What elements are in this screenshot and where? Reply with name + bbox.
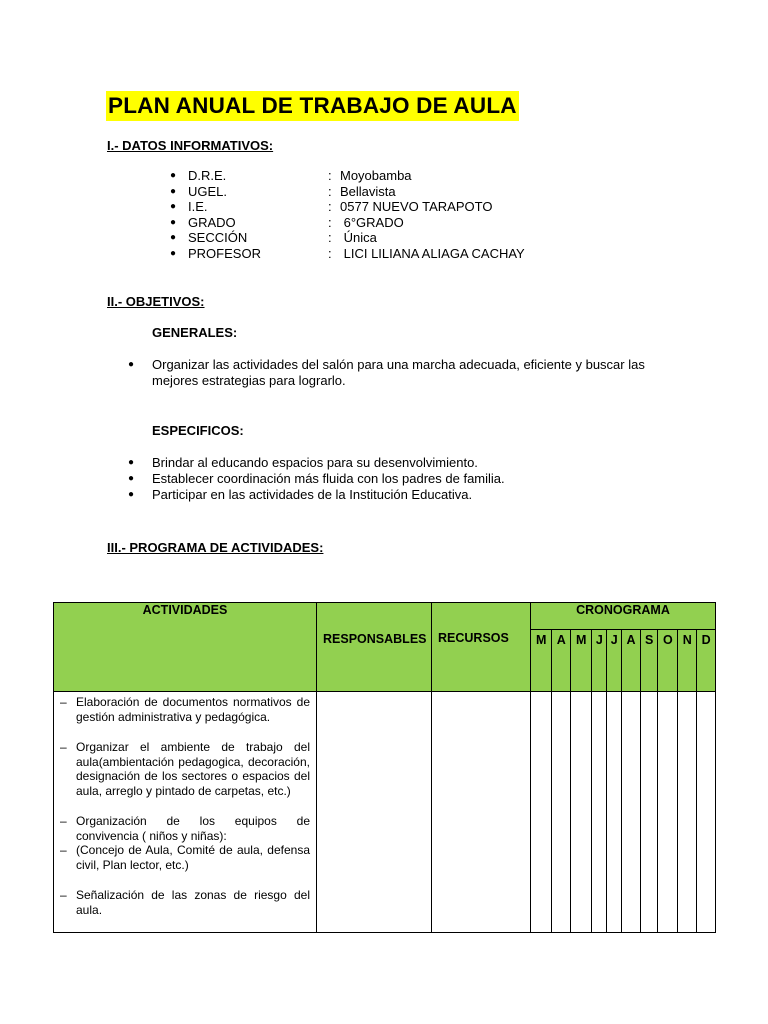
info-label: UGEL. (188, 183, 228, 199)
responsables-cell (317, 692, 432, 933)
activities-table (53, 602, 716, 933)
month-header: J (607, 630, 622, 692)
col-header-responsables (317, 603, 432, 692)
month-header: D (697, 630, 716, 692)
month-header: A (622, 630, 641, 692)
month-header: M (571, 630, 592, 692)
month-cell (592, 692, 607, 933)
list-item (128, 487, 668, 503)
month-header: J (592, 630, 607, 692)
activities-cell (54, 692, 317, 933)
info-value: Bellavista (340, 183, 396, 199)
bullet-icon: ● (128, 457, 135, 468)
list-item-text: Participar en las actividades de la Institución Educativa. (152, 487, 473, 502)
dash-icon: – (60, 695, 67, 709)
subheading-especificos: ESPECIFICOS: (152, 423, 244, 438)
dash-icon: – (60, 740, 67, 754)
month-header: S (640, 630, 657, 692)
list-item-text: Brindar al educando espacios para su desenvolvimiento. (152, 455, 478, 470)
info-label: PROFESOR (188, 245, 261, 261)
especificos-list (128, 455, 668, 503)
info-value: 0577 NUEVO TARAPOTO (340, 199, 493, 214)
info-colon: : (328, 214, 332, 230)
bullet-icon: ● (128, 473, 135, 484)
col-header-recursos (432, 603, 531, 692)
month-header: O (658, 630, 678, 692)
activity-item (60, 740, 310, 798)
list-item-text: Establecer coordinación más fluida con los padres de familia. (152, 471, 505, 486)
subheading-generales: GENERALES: (152, 325, 238, 340)
recursos-cell (432, 692, 531, 933)
info-value: LICI LILIANA ALIAGA CACHAY (340, 245, 525, 261)
info-colon: : (328, 183, 332, 199)
month-cell (531, 692, 552, 933)
month-cell (552, 692, 571, 933)
info-colon: : (328, 230, 332, 245)
table-header-row (54, 603, 716, 630)
month-header: N (678, 630, 697, 692)
month-cell (697, 692, 716, 933)
activity-item (60, 843, 310, 872)
info-label: D.R.E. (188, 168, 227, 183)
activity-text: Organizar el ambiente de trabajo del aula(ambientación pedagogica, decoración, designación de los sectores o espacios del aula, arreglo y pintado de carpetas, etc.) (76, 740, 310, 798)
info-colon: : (328, 245, 332, 261)
activity-item (60, 695, 310, 724)
bullet-icon: ● (128, 359, 135, 370)
col-header-recursos-label: RECURSOS (438, 631, 509, 645)
info-value: Única (340, 230, 377, 245)
list-item (128, 471, 668, 487)
info-value: Moyobamba (340, 168, 412, 183)
info-value: 6°GRADO (340, 214, 404, 230)
month-cell (640, 692, 657, 933)
col-header-responsables-label: RESPONSABLES (323, 632, 427, 646)
month-cell (678, 692, 697, 933)
bullet-icon: ● (170, 170, 177, 181)
info-label: SECCIÓN (188, 230, 248, 245)
col-header-cronograma: CRONOGRAMA (531, 603, 716, 630)
info-label: GRADO (188, 214, 236, 230)
activity-text: Elaboración de documentos normativos de gestión administrativa y pedagógica. (76, 695, 310, 724)
activity-item (60, 814, 310, 843)
info-label: I.E. (188, 199, 208, 214)
bullet-icon: ● (128, 489, 135, 500)
month-header: M (531, 630, 552, 692)
month-cell (607, 692, 622, 933)
dash-icon: – (60, 814, 67, 828)
page-title: PLAN ANUAL DE TRABAJO DE AULA (106, 91, 519, 121)
list-item (128, 357, 668, 389)
month-header: A (552, 630, 571, 692)
col-header-actividades: ACTIVIDADES (54, 603, 317, 692)
section-heading-programa: III.- PROGRAMA DE ACTIVIDADES: (107, 540, 324, 555)
dash-icon: – (60, 843, 67, 857)
section-heading-datos: I.- DATOS INFORMATIVOS: (107, 138, 274, 153)
activity-text: (Concejo de Aula, Comité de aula, defensa civil, Plan lector, etc.) (76, 843, 310, 872)
generales-list (128, 357, 668, 389)
activity-item (60, 888, 310, 917)
bullet-icon: ● (170, 201, 177, 212)
bullet-icon: ● (170, 232, 177, 243)
info-colon: : (328, 199, 332, 214)
info-colon: : (328, 168, 332, 183)
table-row (54, 692, 716, 933)
activities-list (54, 692, 316, 917)
month-cell (571, 692, 592, 933)
activity-text: Señalización de las zonas de riesgo del aula. (76, 888, 310, 917)
dash-icon: – (60, 888, 67, 902)
bullet-icon: ● (170, 247, 177, 259)
month-cell (622, 692, 641, 933)
activity-text: Organización de los equipos de convivencia ( niños y niñas): (76, 814, 310, 843)
list-item (128, 455, 668, 471)
section-heading-objetivos: II.- OBJETIVOS: (107, 294, 205, 309)
month-cell (658, 692, 678, 933)
bullet-icon: ● (170, 185, 177, 197)
list-item-text: Organizar las actividades del salón para una marcha adecuada, eficiente y buscar las mejores estrategias para lograrlo. (152, 357, 645, 388)
bullet-icon: ● (170, 216, 177, 228)
